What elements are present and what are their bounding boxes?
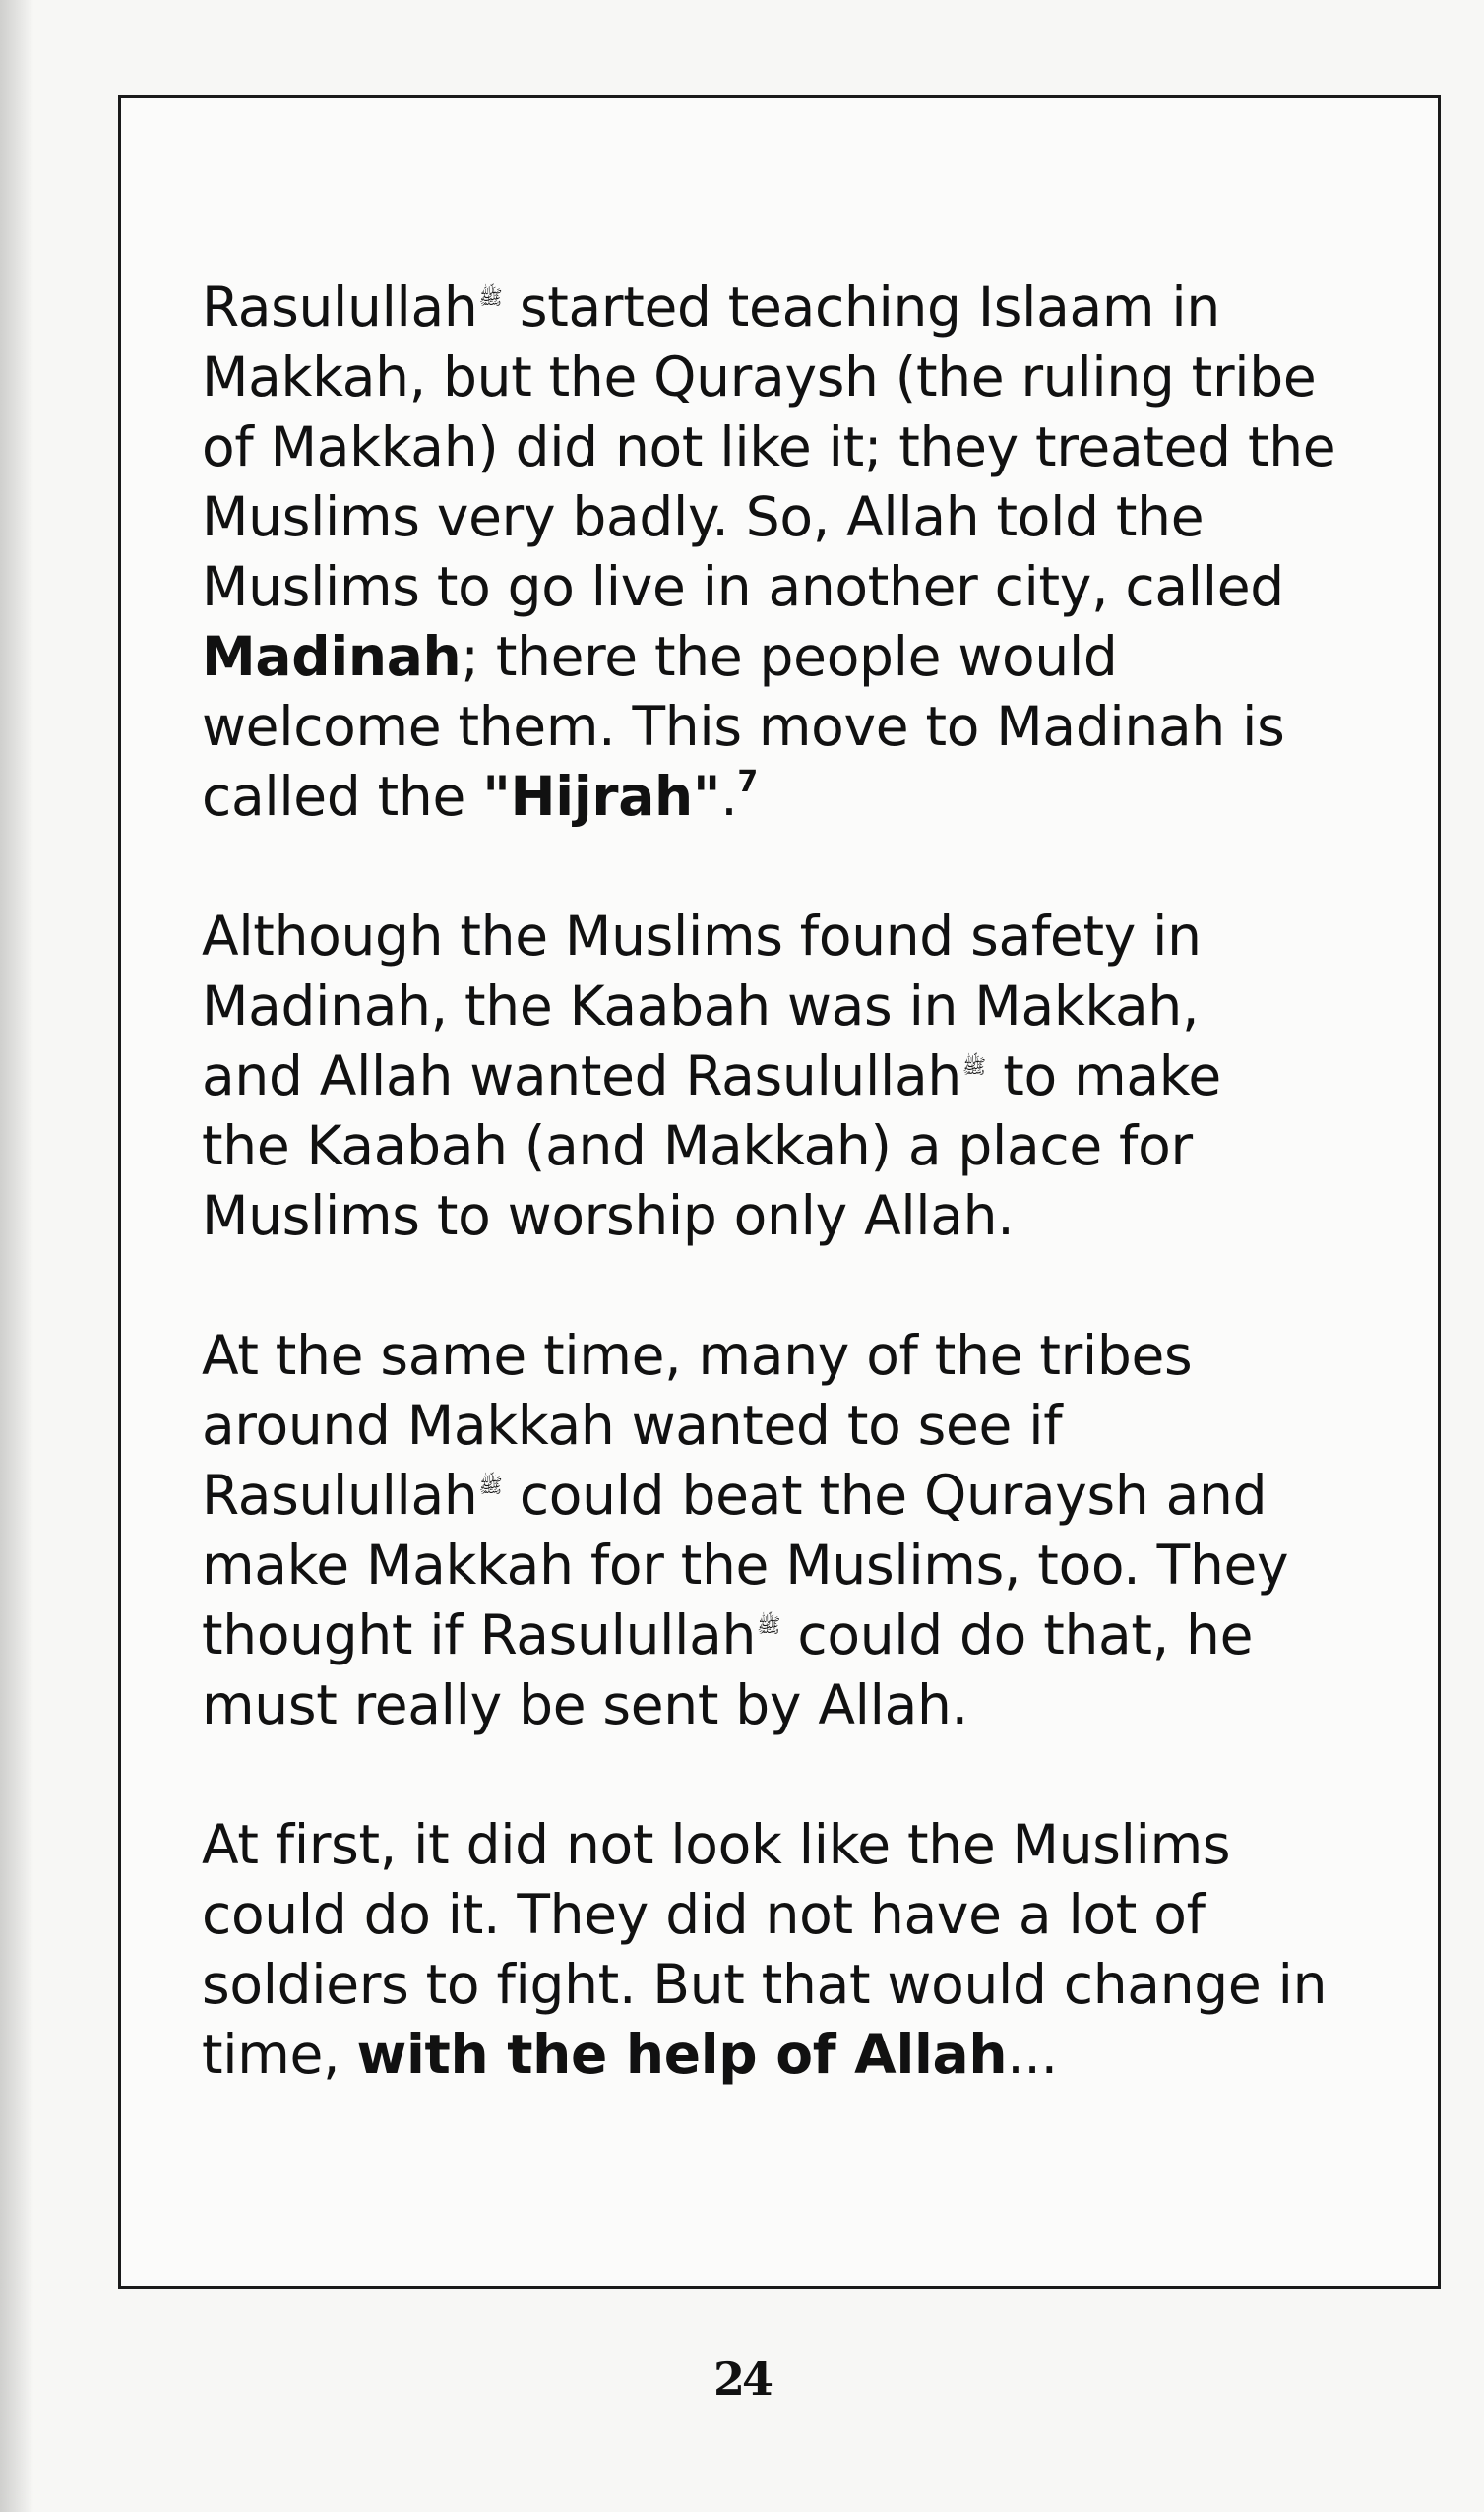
- text-line: [202, 552, 1383, 622]
- text-segment: welcome them. This move to Madinah is: [202, 695, 1285, 758]
- text-line: [202, 1391, 1383, 1461]
- paragraph-2: [202, 902, 1383, 1251]
- emphasis-text: Madinah: [202, 625, 462, 688]
- text-line: [202, 1531, 1383, 1601]
- text-segment: called the: [202, 765, 483, 828]
- text-line: [202, 1461, 1383, 1531]
- text-segment: Makkah, but the Quraysh (the ruling tribe: [202, 345, 1317, 408]
- text-line: [202, 1670, 1383, 1740]
- text-segment: ...: [1007, 2023, 1058, 2086]
- text-line: [202, 2020, 1383, 2090]
- text-segment: around Makkah wanted to see if: [202, 1394, 1063, 1457]
- text-segment: could beat the Quraysh and: [502, 1464, 1268, 1527]
- text-line: [202, 902, 1383, 972]
- paragraph-3: [202, 1321, 1383, 1740]
- paragraph-4: [202, 1810, 1383, 2090]
- text-segment: .: [720, 765, 738, 828]
- text-line: [202, 482, 1383, 552]
- text-segment: soldiers to fight. But that would change in: [202, 1953, 1328, 2016]
- text-line: [202, 1111, 1383, 1181]
- story-text: [202, 273, 1383, 2090]
- text-segment: At first, it did not look like the Muslims: [202, 1813, 1231, 1876]
- text-line: [202, 273, 1383, 343]
- text-line: [202, 972, 1383, 1041]
- text-segment: Rasulullah: [202, 1464, 478, 1527]
- text-line: [202, 1041, 1383, 1111]
- text-segment: and Allah wanted Rasulullah: [202, 1044, 961, 1107]
- text-line: [202, 1601, 1383, 1670]
- text-segment: Muslims very badly. So, Allah told the: [202, 485, 1205, 548]
- text-line: [202, 762, 1383, 832]
- text-segment: Muslims to worship only Allah.: [202, 1184, 1015, 1247]
- text-segment: must really be sent by Allah.: [202, 1673, 968, 1736]
- text-segment: time,: [202, 2023, 357, 2086]
- text-segment: of Makkah) did not like it; they treated the: [202, 415, 1336, 478]
- page-number: 24: [712, 2353, 771, 2406]
- text-segment: Although the Muslims found safety in: [202, 905, 1202, 968]
- text-segment: to make: [986, 1044, 1221, 1107]
- text-segment: thought if Rasulullah: [202, 1603, 757, 1666]
- text-line: [202, 1880, 1383, 1950]
- text-line: [202, 1810, 1383, 1880]
- text-segment: could do that, he: [780, 1603, 1254, 1666]
- text-segment: the Kaabah (and Makkah) a place for: [202, 1114, 1193, 1177]
- text-segment: Rasulullah: [202, 276, 478, 339]
- emphasis-text: with the help of Allah: [356, 2023, 1008, 2086]
- text-segment: could do it. They did not have a lot of: [202, 1883, 1206, 1946]
- text-segment: At the same time, many of the tribes: [202, 1324, 1193, 1387]
- text-segment: make Makkah for the Muslims, too. They: [202, 1534, 1289, 1597]
- salawat-honorific-icon: ﷺ: [478, 285, 503, 309]
- emphasis-text: "Hijrah": [482, 765, 721, 828]
- text-segment: Muslims to go live in another city, called: [202, 555, 1284, 618]
- text-segment: ; there the people would: [461, 625, 1118, 688]
- paragraph-1: [202, 273, 1383, 832]
- salawat-honorific-icon: ﷺ: [757, 1613, 781, 1637]
- text-line: [202, 1321, 1383, 1391]
- text-line: [202, 343, 1383, 412]
- text-line: [202, 412, 1383, 482]
- text-line: [202, 692, 1383, 762]
- text-segment: Madinah, the Kaabah was in Makkah,: [202, 974, 1200, 1037]
- text-line: [202, 1181, 1383, 1251]
- salawat-honorific-icon: ﷺ: [478, 1474, 503, 1497]
- text-segment: started teaching Islaam in: [502, 276, 1220, 339]
- text-line: [202, 622, 1383, 692]
- salawat-honorific-icon: ﷺ: [961, 1054, 987, 1078]
- footnote-reference: 7: [737, 765, 758, 799]
- text-line: [202, 1950, 1383, 2020]
- scan-edge-shadow: [0, 0, 33, 2512]
